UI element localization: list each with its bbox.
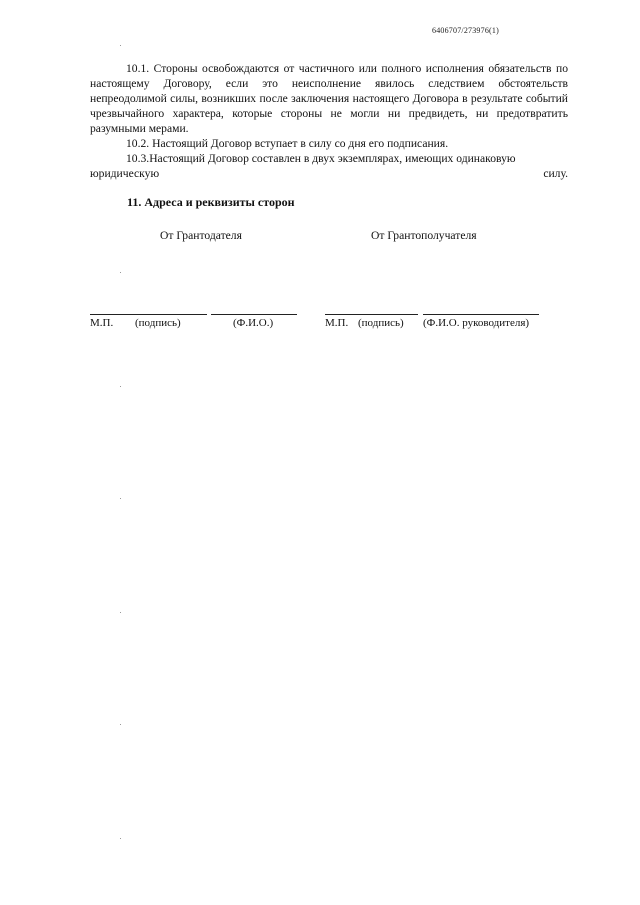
scan-speck — [120, 386, 121, 387]
clause-10-3-last-right: силу. — [543, 167, 568, 180]
clause-10-3-text: 10.3.Настоящий Договор составлен в двух экземплярах, имеющих одинаковую — [126, 152, 516, 165]
fio-line-grantee — [423, 314, 539, 315]
party-grantor-label: От Грантодателя — [160, 229, 242, 242]
signature-label-grantor: (подпись) — [135, 317, 181, 329]
clause-10-3 — [90, 151, 568, 181]
section-title: 11. Адреса и реквизиты сторон — [127, 195, 295, 209]
fio-label-grantee: (Ф.И.О. руководителя) — [423, 317, 530, 329]
clause-10-1 — [90, 61, 568, 136]
clause-10-2 — [90, 136, 568, 151]
stamp-label-grantor: М.П. — [90, 317, 114, 329]
scan-speck — [120, 272, 121, 273]
party-grantee-label: От Грантополучателя — [371, 229, 477, 242]
clause-10-1-text: 10.1. Стороны освобождаются от частичного или полного исполнения обязательств по настоящему Договору, если это неисполнение явилось следствием обстоятельств непреодолимой силы, возникших после заключения настоящего Договора в результате событий чрезвычайного характера, которые стороны не могли ни предвидеть, ни предотвратить разумными мерами. — [90, 62, 568, 135]
stamp-label-grantee: М.П. — [325, 317, 349, 329]
scan-speck — [120, 612, 121, 613]
scan-speck — [120, 838, 121, 839]
scan-speck — [120, 724, 121, 725]
clause-10-3-last-line — [90, 166, 568, 181]
clause-10-2-text: 10.2. Настоящий Договор вступает в силу со дня его подписания. — [126, 137, 449, 150]
fio-label-grantor: (Ф.И.О.) — [233, 317, 274, 329]
clause-10-3-last-left: юридическую — [90, 167, 160, 180]
clause-10-3-first-line — [90, 151, 568, 166]
signature-line-grantor — [90, 314, 207, 315]
scan-speck — [120, 45, 121, 46]
scan-speck — [120, 498, 121, 499]
signature-label-grantee: (подпись) — [358, 317, 404, 329]
document-id: 6406707/273976(1) — [432, 26, 499, 35]
fio-line-grantor — [211, 314, 297, 315]
signature-line-grantee — [325, 314, 418, 315]
